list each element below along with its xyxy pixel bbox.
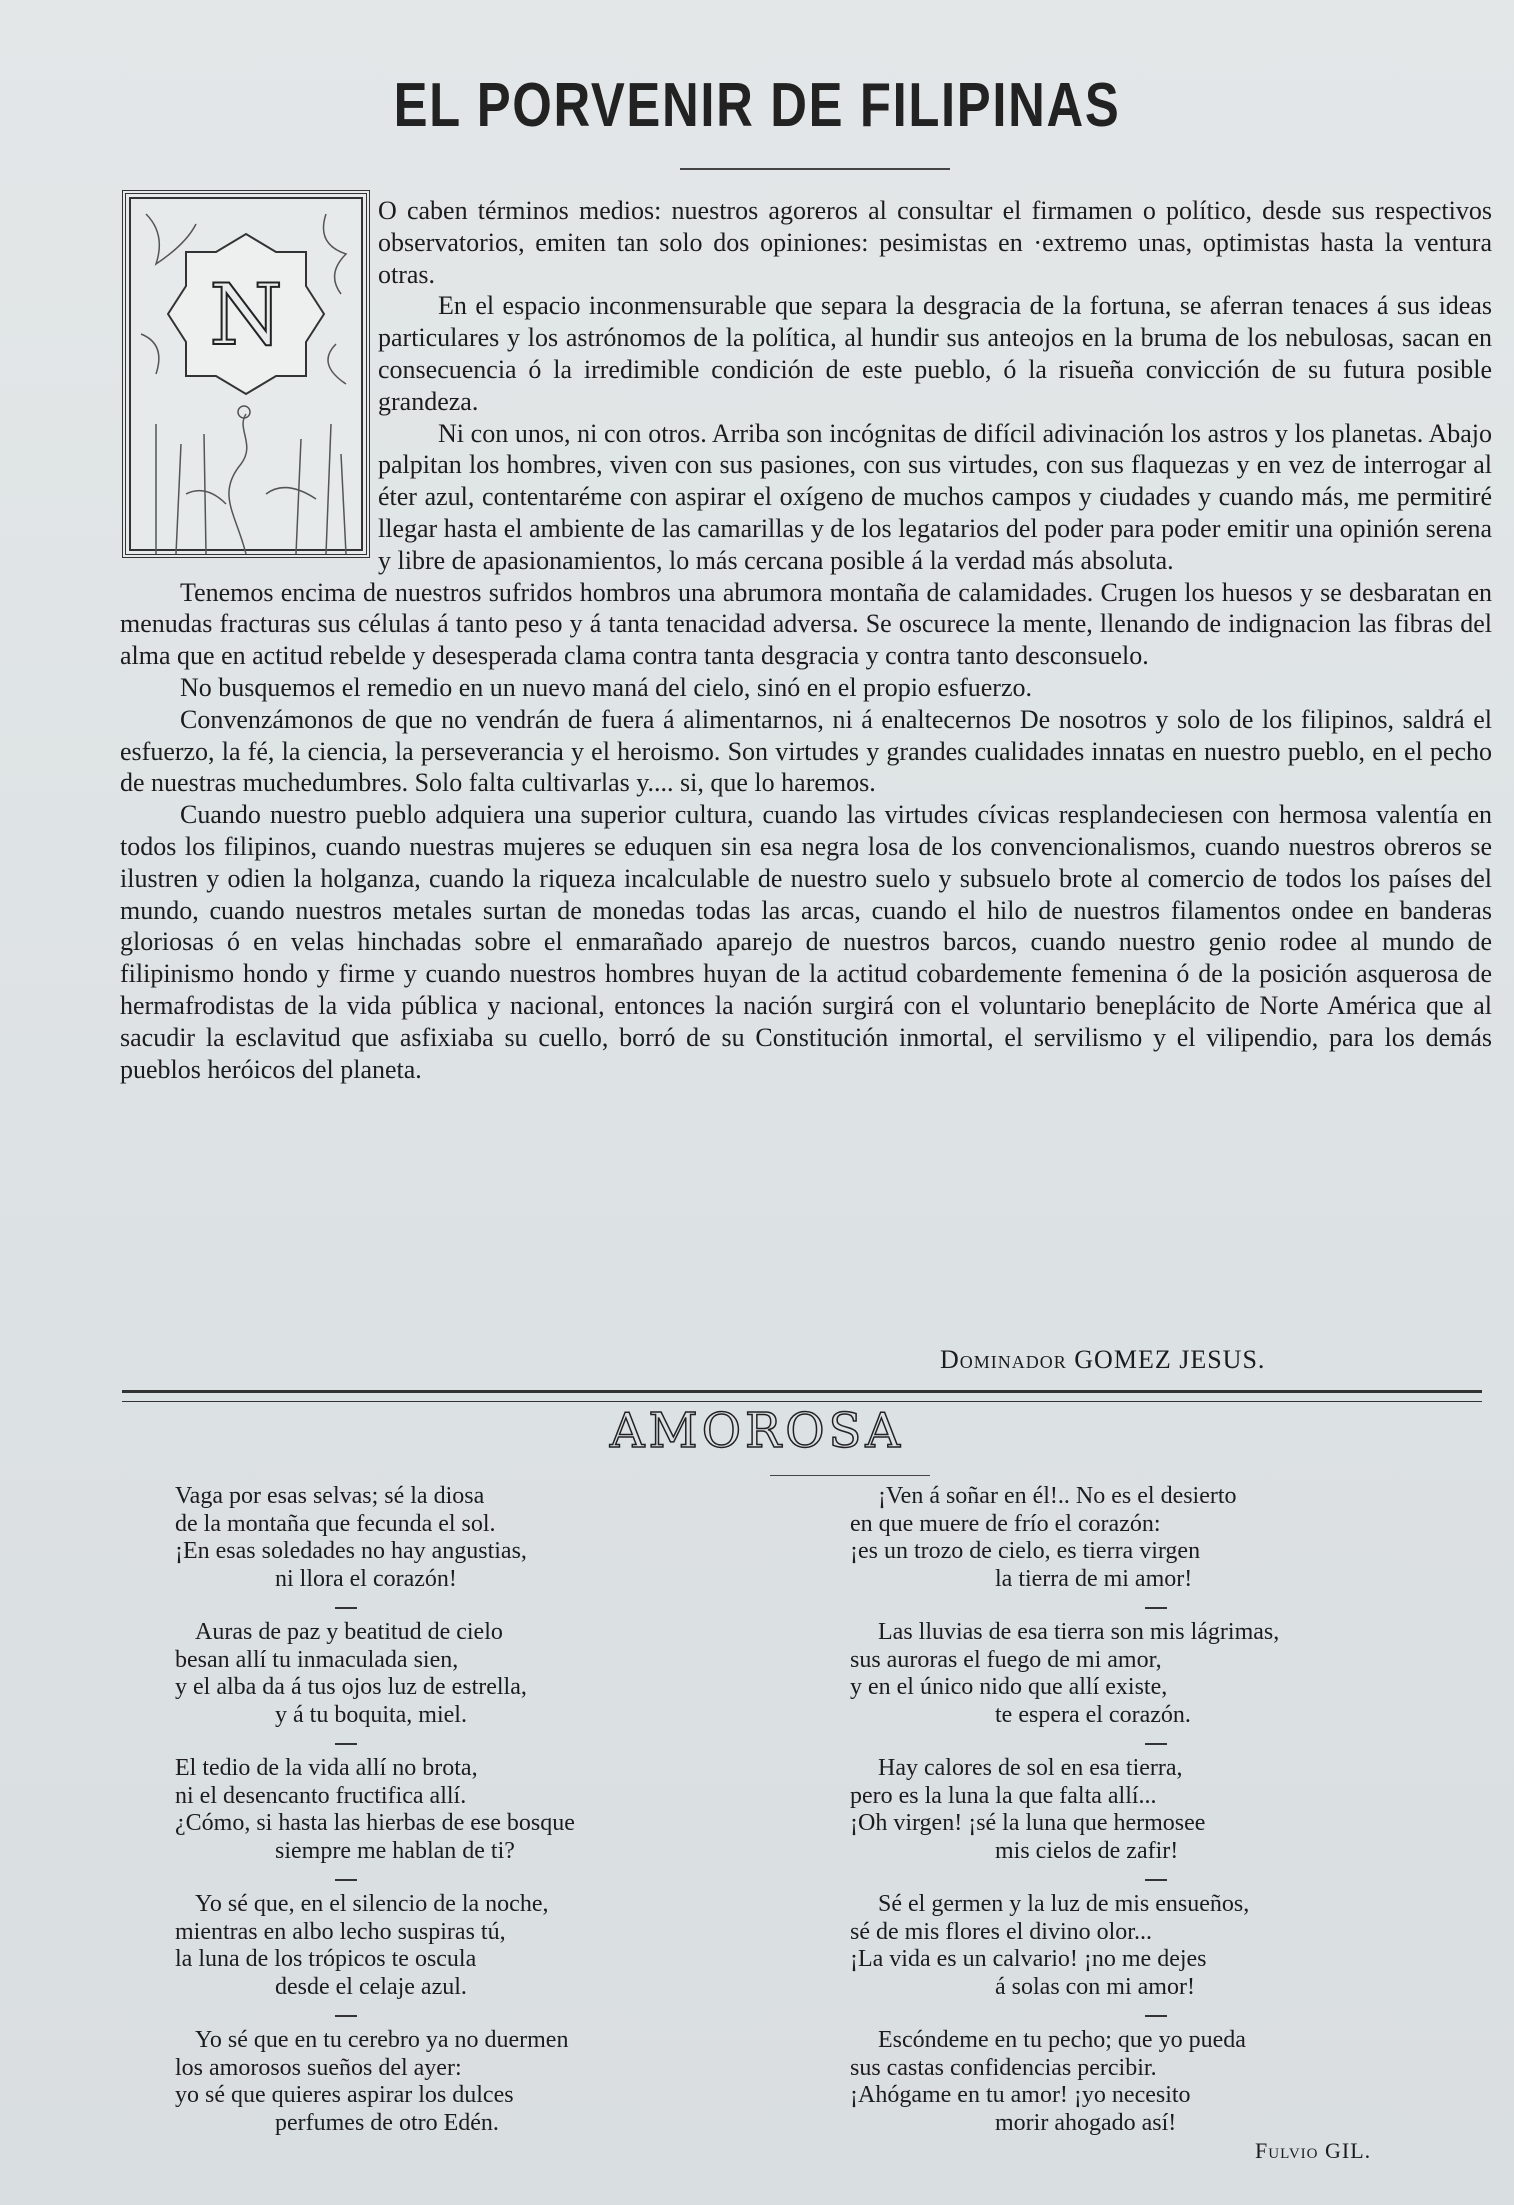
poem-line: á solas con mi amor!	[995, 1973, 1195, 2000]
article-paragraph: No busquemos el remedio en un nuevo maná del cielo, sinó en el propio esfuerzo.	[180, 672, 1032, 702]
article-author: Dominador GOMEZ JESUS.	[940, 1345, 1266, 1374]
poem-right-column	[850, 1483, 1450, 2163]
poem-line: Escóndeme en tu pecho; que yo pueda	[878, 2027, 1246, 2053]
stanza-divider	[335, 1879, 357, 1881]
poem-line: perfumes de otro Edén.	[275, 2109, 499, 2136]
poem-line: mis cielos de zafir!	[995, 1837, 1179, 1864]
poem-stanza	[175, 1891, 775, 2003]
poem-stanza	[850, 2027, 1450, 2139]
stanza-divider	[1145, 1607, 1167, 1609]
poem-line: Auras de paz y beatitud de cielo	[195, 1619, 503, 1645]
poem-line: morir ahogado así!	[995, 2109, 1177, 2136]
article-paragraph: Ni con unos, ni con otros. Arriba son incógnitas de difícil adivinación los astros y los planetas. Abajo palpitan los hombres, viven con sus pasiones, con sus virtudes, con sus flaquezas y en vez de interrogar al éter azul, contentaréme con aspirar el oxígeno de muchos campos y ciudades y cuando más, me permitiré llegar hasta el ambiente de las camarillas y de los legatarios del poder para poder emitir una opinión serena y libre de apasionamientos, lo más cercana posible á la verdad más absoluta.	[378, 418, 1492, 575]
poem-line: ¡En esas soledades no hay angustias,	[175, 1538, 527, 1564]
stanza-divider	[335, 1607, 357, 1609]
poem-line: Yo sé que en tu cerebro ya no duermen	[195, 2027, 569, 2053]
poem-line: Hay calores de sol en esa tierra,	[878, 1755, 1183, 1781]
poem-line: y á tu boquita, miel.	[275, 1701, 467, 1728]
stanza-divider	[1145, 1879, 1167, 1881]
article-paragraph: O caben términos medios: nuestros agoreros al consultar el firmamen o político, desde sus respectivos observatorios, emiten tan solo dos opiniones: pesimistas en ·extremo unas, optimistas hasta la ventura otras.	[378, 196, 1492, 289]
poem-line: ¡Ahógame en tu amor! ¡yo necesito	[850, 2082, 1191, 2108]
poem-line: ni llora el corazón!	[275, 1565, 457, 1592]
poem-line: sus castas confidencias percibir.	[850, 2054, 1157, 2081]
poem-line: Yo sé que, en el silencio de la noche,	[195, 1891, 549, 1917]
poem-line: ¡Ven á soñar en él!.. No es el desierto	[878, 1483, 1237, 1509]
poem-author: Fulvio GIL.	[1255, 2138, 1372, 2163]
poem-line: Vaga por esas selvas; sé la diosa	[175, 1483, 485, 1509]
article-title: EL PORVENIR DE FILIPINAS	[393, 71, 1121, 140]
poem-line: ¡Oh virgen! ¡sé la luna que hermosee	[850, 1810, 1206, 1836]
poem-line: Las lluvias de esa tierra son mis lágrimas,	[878, 1619, 1280, 1645]
poem-line: ¿Cómo, si hasta las hierbas de ese bosque	[175, 1810, 575, 1836]
article-paragraph: Convenzámonos de que no vendrán de fuera á alimentarnos, ni á enaltecernos De nosotros y solo de los filipinos, saldrá el esfuerzo, la fé, la ciencia, la perseverancia y el heroismo. Son virtudes y grandes cualidades innatas en nuestro pueblo, en el pecho de nuestras muchedumbres. Solo falta cultivarlas y.... si, que lo haremos.	[120, 704, 1492, 798]
poem-line: de la montaña que fecunda el sol.	[175, 1510, 496, 1537]
poem-line: mientras en albo lecho suspiras tú,	[175, 1918, 506, 1945]
poem-left-column	[175, 1483, 775, 2163]
drop-cap-letter: N	[209, 266, 283, 364]
poem-stanza	[850, 1483, 1450, 1595]
poem-line: yo sé que quieres aspirar los dulces	[175, 2082, 514, 2108]
stanza-divider	[335, 2015, 357, 2017]
poem-stanza	[175, 1483, 775, 1595]
stanza-divider	[1145, 1743, 1167, 1745]
poem-line: y en el único nido que allí existe,	[850, 1674, 1168, 1700]
poem-title-divider	[770, 1475, 930, 1476]
article-body	[120, 195, 1492, 1085]
stanza-divider	[335, 1743, 357, 1745]
poem-stanza	[175, 1755, 775, 1867]
poem-line: la tierra de mi amor!	[995, 1565, 1193, 1592]
poem-line: Sé el germen y la luz de mis ensueños,	[878, 1891, 1250, 1917]
poem-line: los amorosos sueños del ayer:	[175, 2054, 462, 2081]
poem-stanza	[850, 1619, 1450, 1731]
article-paragraph: Tenemos encima de nuestros sufridos hombros una abrumora montaña de calamidades. Crugen los huesos y se desbaratan en menudas fracturas sus células á tanto peso y á tanta tenacidad adversa. Se oscurece la mente, llenando de indignacion las fibras del alma que en actitud rebelde y desesperada clama contra tanta desgracia y contra tanto desconsuelo.	[120, 577, 1492, 671]
poem-line: sus auroras el fuego de mi amor,	[850, 1646, 1162, 1673]
poem-line: ¡es un trozo de cielo, es tierra virgen	[850, 1538, 1201, 1564]
poem-stanza	[850, 1891, 1450, 2003]
poem-line: besan allí tu inmaculada sien,	[175, 1646, 459, 1673]
poem-line: desde el celaje azul.	[275, 1973, 467, 2000]
article-paragraph: En el espacio inconmensurable que separa la desgracia de la fortuna, se aferran tenaces á sus ideas particulares y los astrónomos de la política, al hundir sus anteojos en la bruma de los nebulosas, sacan en consecuencia ó la irredimible condición de este pueblo, ó la risueña convicción de su futura posible grandeza.	[378, 291, 1492, 416]
poem-line: pero es la luna la que falta allí...	[850, 1782, 1157, 1809]
section-divider	[122, 1390, 1482, 1402]
title-divider	[680, 168, 950, 170]
poem-line: en que muere de frío el corazón:	[850, 1510, 1161, 1537]
poem-stanza	[850, 1755, 1450, 1867]
poem-line: ni el desencanto fructifica allí.	[175, 1782, 467, 1809]
article-paragraph: Cuando nuestro pueblo adquiera una superior cultura, cuando las virtudes cívicas resplandeciesen con hermosa valentía en todos los filipinos, cuando nuestras mujeres se eduquen sin esa negra losa de los convencionalismos, cuando nuestros obreros se ilustren y odien la holganza, cuando la riqueza incalculable de nuestro suelo y subsuelo brote al comercio de todos los países del mundo, cuando nuestros metales surtan de monedas todas las arcas, cuando el hilo de nuestros filamentos ondee en banderas gloriosas ó en velas hinchadas sobre el enmarañado aparejo de nuestros barcos, cuando nuestro genio rodee al mundo de filipinismo hondo y firme y cuando nuestros hombres huyan de la actitud cobardemente femenina ó de la posición asquerosa de hermafrodistas de la vida pública y nacional, entonces la nación surgirá con el voluntario beneplácito de Norte América que al sacudir la esclavitud que asfixiaba su cuello, borró de su Constitución inmortal, el servilismo y el vilipendio, para los demás pueblos heróicos del planeta.	[120, 800, 1492, 1084]
stanza-divider	[1145, 2015, 1167, 2017]
poem-line: y el alba da á tus ojos luz de estrella,	[175, 1674, 527, 1700]
poem-stanza	[175, 1619, 775, 1731]
poem-title: AMOROSA	[609, 1403, 905, 1459]
poem-line: te espera el corazón.	[995, 1701, 1191, 1728]
poem-line: la luna de los trópicos te osculа	[175, 1946, 477, 1972]
poem-line: sé de mis flores el divino olor...	[850, 1918, 1152, 1945]
poem-line: siempre me hablan de ti?	[275, 1837, 515, 1864]
poem-line: El tedio de la vida allí no brota,	[175, 1755, 478, 1781]
poem-stanza	[175, 2027, 775, 2139]
poem-line: ¡La vida es un calvario! ¡no me dejes	[850, 1946, 1207, 1972]
